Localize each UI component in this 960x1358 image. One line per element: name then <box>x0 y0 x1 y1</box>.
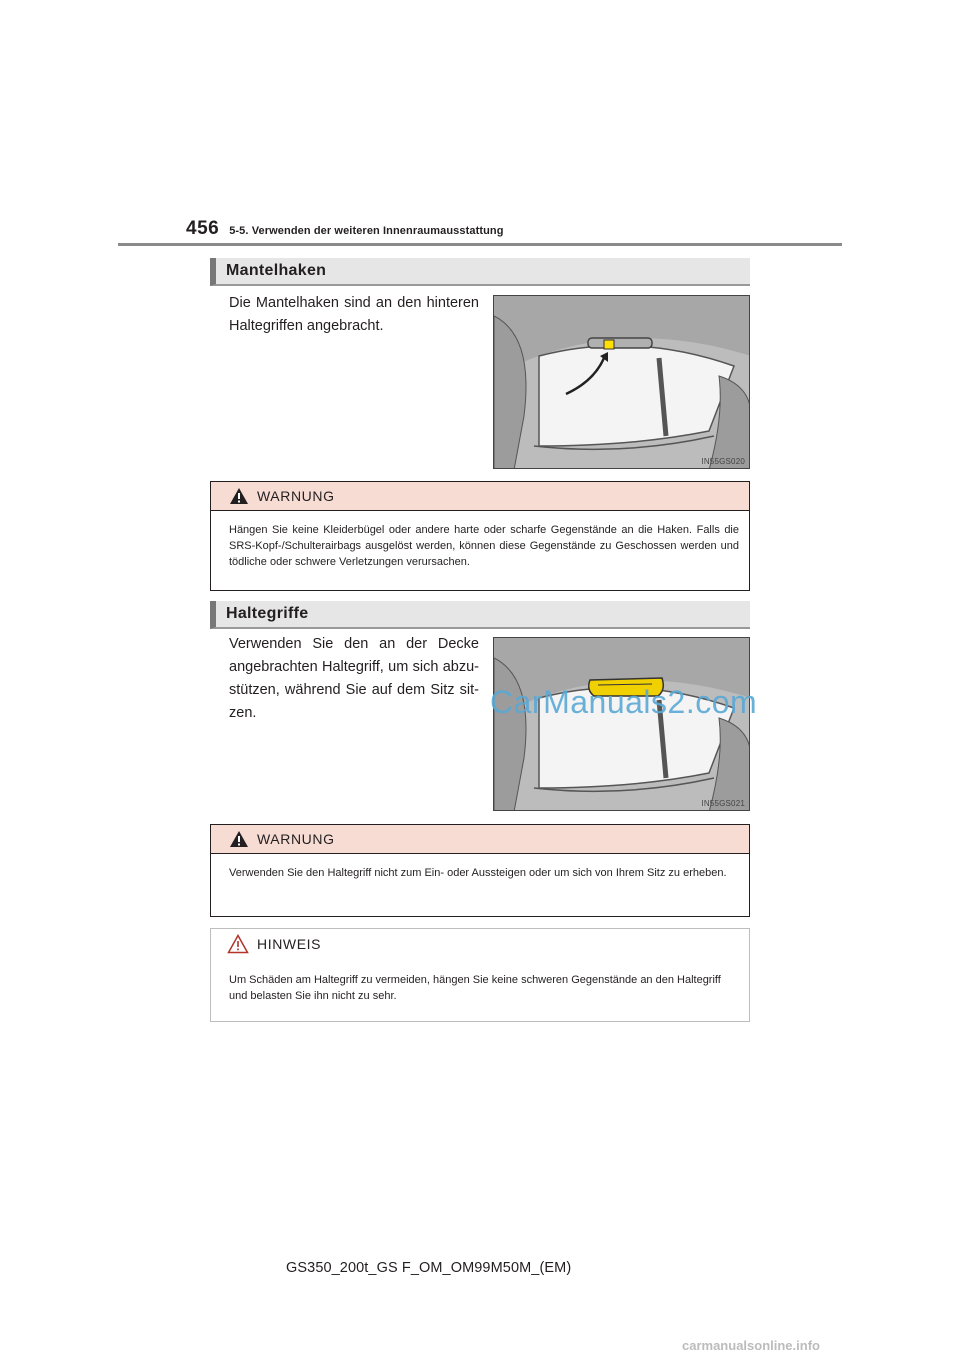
section-bar-haltegriffe <box>210 601 750 629</box>
coat-hook-illustration <box>493 295 750 469</box>
warning-text: Hängen Sie keine Kleiderbügel oder andere harte oder scharfe Gegenstände an die Haken. Falls die SRS-Kopf-/Schulterairbags ausgelöst werden, können diese Gegenstände zu Geschossen werden und tödliche oder schwere Verletzungen verursachen. <box>229 524 739 568</box>
section-title: Mantelhaken <box>226 262 327 279</box>
warning-text: Verwenden Sie den Haltegriff nicht zum Ein- oder Aussteigen oder um sich von Ihrem Sitz zu erheben. <box>229 867 727 879</box>
warning-triangle-icon <box>229 830 249 848</box>
warning-title: WARNUNG <box>257 831 335 847</box>
car-interior-drawing <box>494 638 750 811</box>
header-rule <box>118 243 842 246</box>
caution-triangle-outline-icon <box>227 934 249 954</box>
chapter-title: 5-5. Verwenden der weiteren Innenraumausstattung <box>229 225 504 237</box>
warning-header <box>211 482 749 511</box>
car-interior-drawing <box>494 296 750 469</box>
footer-site-watermark: carmanualsonline.info <box>682 1338 820 1353</box>
section-bar-mantelhaken <box>210 258 750 286</box>
warning-triangle-icon <box>229 487 249 505</box>
illustration-code: IN55GS020 <box>701 457 745 466</box>
note-text: Um Schäden am Haltegriff zu vermeiden, hängen Sie keine schweren Gegenstände an den Haltegriff und belasten Sie ihn nicht zu sehr. <box>229 974 721 1002</box>
note-header <box>211 929 749 958</box>
warning-header <box>211 825 749 854</box>
section-title: Haltegriffe <box>226 605 309 622</box>
warning-box <box>210 824 750 917</box>
site-watermark: CarManuals2.com <box>490 684 758 720</box>
warning-box <box>210 481 750 591</box>
page-number: 456 <box>186 218 220 239</box>
section-text: Die Mantelhaken sind an den hinteren Haltegriffen angebracht. <box>229 295 479 334</box>
manual-code: GS350_200t_GS F_OM_OM99M50M_(EM) <box>286 1260 572 1276</box>
illustration-code: IN55GS021 <box>701 799 745 808</box>
warning-title: WARNUNG <box>257 488 335 504</box>
section-text: Verwenden Sie den an der Decke angebrachten Haltegriff, um sich abzu-stützen, während Sie auf dem Sitz sit-zen. <box>229 636 479 721</box>
page-header <box>186 218 504 240</box>
grab-handle-illustration <box>493 637 750 811</box>
note-box <box>210 928 750 1022</box>
note-title: HINWEIS <box>257 935 322 952</box>
